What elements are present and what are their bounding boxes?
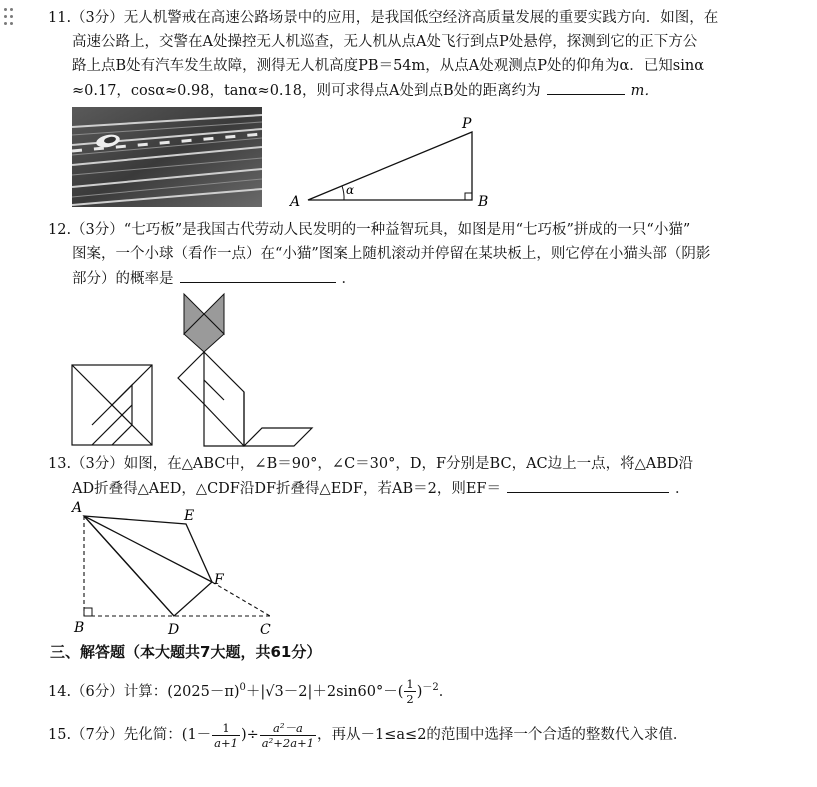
section-heading-3: 三、解答题（本大题共7大题，共61分） xyxy=(50,643,322,661)
question-12 xyxy=(48,218,808,292)
question-14 xyxy=(48,672,808,706)
cat-head-shaded xyxy=(184,294,224,352)
q14-expr-b: ＋|√3－2|＋2sin60°－( xyxy=(245,683,404,700)
q11-triangle-figure xyxy=(284,112,504,212)
q11-line-4-text: ≈0.17，cosα≈0.98，tanα≈0.18，则可求得点A处到点B处的距离约为 xyxy=(72,83,541,99)
q11-line-4 xyxy=(72,78,659,103)
highway-photo xyxy=(72,107,262,207)
q14-half-fraction: $\frac{1}{2}$ xyxy=(406,677,414,707)
label-P: P xyxy=(462,116,472,132)
q15-suffix: ，再从－1≤a≤2的范围中选择一个合适的整数代入求值． xyxy=(317,727,688,743)
question-11 xyxy=(48,6,808,106)
q14-prefix: 14.（6分）计算： xyxy=(48,683,168,700)
q12-line-1: 12.（3分）“七巧板”是我国古代劳动人民发明的一种益智玩具，如图是用“七巧板”拼成的一只“小猫” xyxy=(48,222,691,238)
label-C: C xyxy=(260,622,271,638)
label-A: A xyxy=(290,194,301,210)
q14-expr-c: ) xyxy=(416,683,423,700)
q12-line-3-text: 部分）的概率是 xyxy=(72,271,174,287)
q15-fraction-1: $\frac{1}{a+1}$ xyxy=(214,720,238,750)
q13-line-2-text: AD折叠得△AED，△CDF沿DF折叠得△EDF，若AB＝2，则EF＝ xyxy=(72,481,501,497)
q11-line-2: 高速公路上，交警在A处操控无人机巡查，无人机从点A处飞行到点P处悬停，探测到它的正下方公 xyxy=(72,34,698,50)
label-E: E xyxy=(184,508,195,524)
label-A: A xyxy=(72,500,83,516)
q12-end: ． xyxy=(341,271,356,287)
tangram-square-figure xyxy=(70,363,156,447)
q13-end: ． xyxy=(674,481,690,497)
q14-line xyxy=(48,672,453,708)
q14-end: ． xyxy=(438,683,454,700)
q15-fraction-2: $\frac{\text{a²－a}}{\text{a²+2a+1}}$ xyxy=(261,720,315,750)
answer-blank-13[interactable] xyxy=(507,476,669,493)
label-D: D xyxy=(168,622,180,638)
q13-line-1: 13.（3分）如图，在△ABC中，∠B＝90°，∠C＝30°，D，F分别是BC，AC边上一点，将△ABD沿 xyxy=(48,456,694,472)
label-alpha: α xyxy=(346,183,355,197)
q12-line-2: 图案，一个小球（看作一点）在“小猫”图案上随机滚动并停留在某块板上，则它停在小猫头部（阴影 xyxy=(72,246,711,262)
label-B: B xyxy=(74,620,85,636)
label-F: F xyxy=(214,572,224,588)
q14-exp-neg2: －2 xyxy=(422,682,439,693)
q11-line-3: 路上点B处有汽车发生故障，测得无人机高度PB＝54m，从点A处观测点P处的仰角为α．已知sinα xyxy=(72,58,704,74)
q14-exp-0: 0 xyxy=(239,682,246,693)
tangram-cat-figure xyxy=(170,290,320,450)
q14-expr-a: (2025－π) xyxy=(167,683,240,700)
q11-line-1: 11.（3分）无人机警戒在高速公路场景中的应用，是我国低空经济高质量发展的重要实践方向．如图，在 xyxy=(48,10,719,26)
question-13 xyxy=(48,452,808,502)
q13-fold-figure xyxy=(66,498,282,640)
q11-unit: m． xyxy=(630,83,659,99)
q15-prefix: 15.（7分）先化简：(1－ xyxy=(48,727,212,743)
label-B: B xyxy=(478,194,489,210)
q15-line xyxy=(48,718,687,752)
answer-blank-12[interactable] xyxy=(180,266,336,283)
question-15 xyxy=(48,718,808,754)
q15-mid: )÷ xyxy=(240,727,259,743)
q12-line-3 xyxy=(72,266,356,291)
answer-blank-11[interactable] xyxy=(547,78,625,95)
drag-handle-icon[interactable] xyxy=(4,8,14,30)
